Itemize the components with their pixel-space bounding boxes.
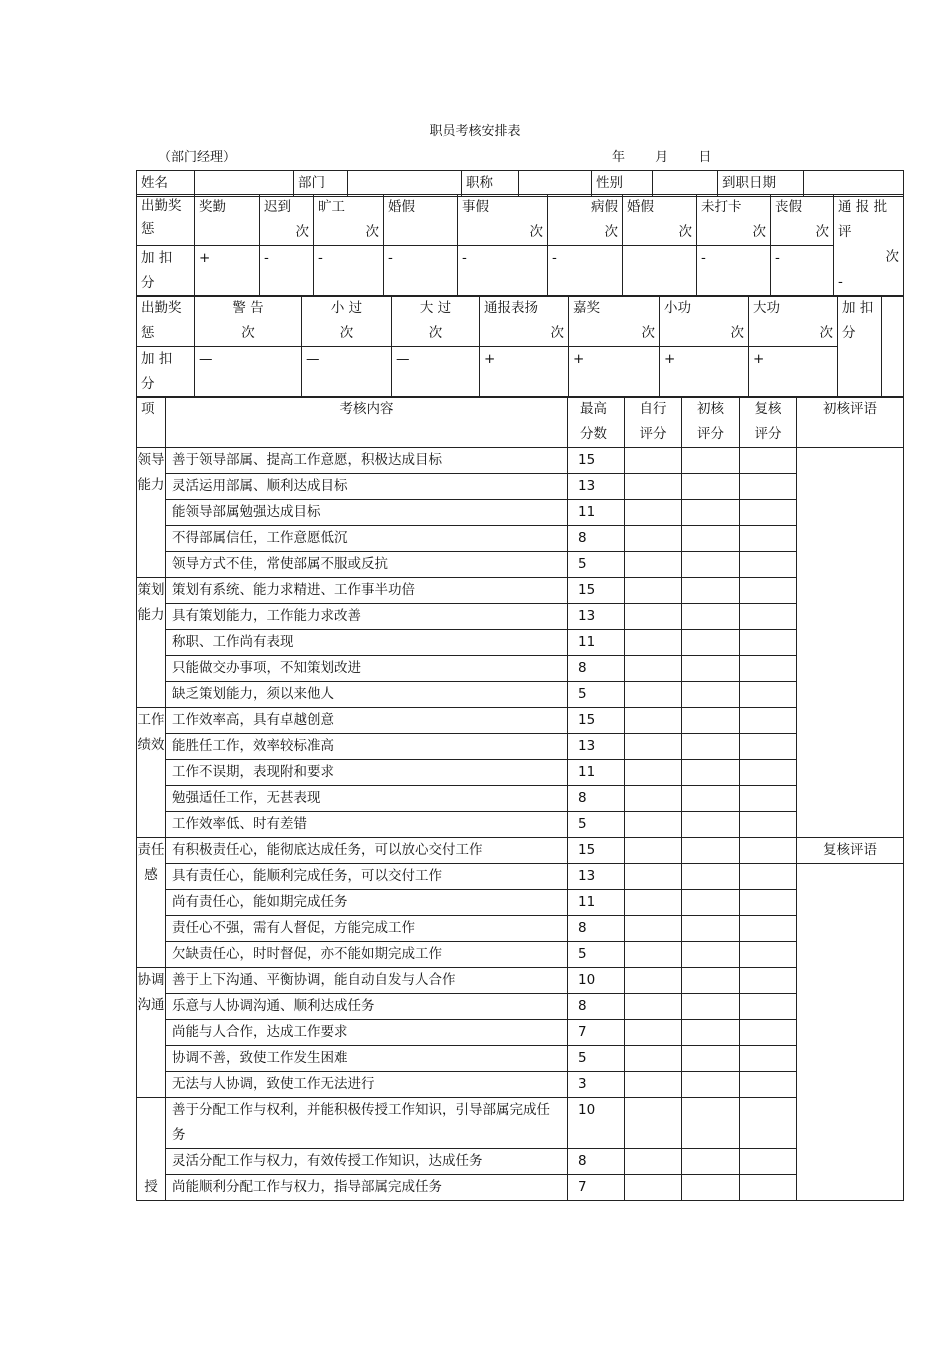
att2-item-name: 警 告 — [232, 300, 264, 316]
group-label: 授 — [137, 1098, 166, 1201]
att1-item-unit: 次 — [365, 224, 379, 240]
attendance-table-1 — [136, 194, 904, 297]
header-max-score: 最高分数 — [568, 397, 625, 448]
att1-sign-4[interactable]: - — [458, 246, 548, 297]
second-score-cell[interactable] — [740, 656, 797, 682]
second-score-cell[interactable] — [740, 682, 797, 708]
self-score-cell[interactable] — [625, 864, 682, 890]
att1-item-unit: 次 — [529, 224, 543, 240]
second-score-cell[interactable] — [740, 734, 797, 760]
criterion-text: 工作效率低、时有差错 — [166, 812, 568, 838]
criterion-text: 尚能与人合作，达成工作要求 — [166, 1020, 568, 1046]
criterion-text: 责任心不强，需有人督促，方能完成工作 — [166, 916, 568, 942]
att1-item-unit: 次 — [604, 224, 618, 240]
att2-item-1 — [302, 296, 392, 347]
second-score-cell[interactable] — [740, 916, 797, 942]
att2-item-name: 通报表扬 — [484, 300, 538, 316]
second-score-cell[interactable] — [740, 448, 797, 474]
table-row — [137, 942, 904, 968]
day-label: 日 — [698, 150, 712, 165]
table-row — [137, 1149, 904, 1175]
first-score-cell[interactable] — [682, 1175, 740, 1201]
self-score-cell[interactable] — [625, 1098, 682, 1149]
att1-item-sign: - — [838, 274, 843, 290]
max-score: 11 — [568, 630, 625, 656]
criterion-text: 工作不误期，表现附和要求 — [166, 760, 568, 786]
second-score-cell[interactable] — [740, 994, 797, 1020]
second-score-cell[interactable] — [740, 1098, 797, 1149]
table-row — [137, 656, 904, 682]
attendance-points-label-2: 加 扣 分 — [137, 347, 195, 398]
table-row — [137, 760, 904, 786]
att1-item-3 — [384, 195, 458, 246]
self-score-cell[interactable] — [625, 526, 682, 552]
evaluation-table — [136, 396, 904, 1201]
second-score-cell[interactable] — [740, 552, 797, 578]
self-score-cell[interactable] — [625, 812, 682, 838]
second-score-cell[interactable] — [740, 760, 797, 786]
att2-item-unit: 次 — [339, 325, 354, 341]
table-row — [137, 500, 904, 526]
att1-sign-2[interactable]: - — [314, 246, 384, 297]
criterion-text: 灵活分配工作与权力，有效传授工作知识，达成任务 — [166, 1149, 568, 1175]
group-label: 领导能力 — [137, 448, 166, 578]
att1-item-name: 迟到 — [264, 199, 291, 215]
self-score-cell[interactable] — [625, 1175, 682, 1201]
evaluation-body — [137, 448, 904, 1201]
header-self-score: 自行评分 — [625, 397, 682, 448]
max-score: 5 — [568, 942, 625, 968]
gender-label: 性别 — [592, 171, 653, 197]
first-score-cell[interactable] — [682, 656, 740, 682]
second-score-cell[interactable] — [740, 864, 797, 890]
max-score: 8 — [568, 1149, 625, 1175]
criterion-text: 善于上下沟通、平衡协调，能自动自发与人合作 — [166, 968, 568, 994]
max-score: 8 — [568, 994, 625, 1020]
att1-sign-5[interactable]: - — [548, 246, 623, 297]
att2-item-unit: 次 — [241, 325, 255, 341]
self-score-cell[interactable] — [625, 656, 682, 682]
att1-item-6 — [623, 195, 697, 246]
first-score-cell[interactable] — [682, 448, 740, 474]
criterion-text: 缺乏策划能力，须以来他人 — [166, 682, 568, 708]
criterion-text: 能胜任工作，效率较标准高 — [166, 734, 568, 760]
att1-sign-3[interactable]: - — [384, 246, 458, 297]
self-score-cell[interactable] — [625, 708, 682, 734]
att1-item-name: 奖勤 — [199, 199, 226, 215]
max-score: 8 — [568, 526, 625, 552]
group-label: 责任感 — [137, 838, 166, 968]
table-row — [137, 1098, 904, 1149]
self-score-cell[interactable] — [625, 630, 682, 656]
max-score: 5 — [568, 682, 625, 708]
att1-item-8 — [771, 195, 834, 246]
table-row — [137, 994, 904, 1020]
info-table — [136, 170, 904, 197]
max-score: 5 — [568, 552, 625, 578]
attendance-label-1: 出勤奖惩 — [137, 195, 195, 246]
att1-sign-0[interactable]: + — [195, 246, 260, 297]
criterion-text: 乐意与人协调沟通、顺利达成任务 — [166, 994, 568, 1020]
att2-item-name: 小 过 — [330, 300, 363, 316]
att1-sign-8[interactable]: - — [771, 246, 834, 297]
max-score: 15 — [568, 838, 625, 864]
second-score-cell[interactable] — [740, 474, 797, 500]
att1-item-name: 病假 — [591, 199, 618, 215]
criterion-text: 无法与人协调，致使工作无法进行 — [166, 1072, 568, 1098]
header-first-score: 初核评分 — [682, 397, 740, 448]
self-score-cell[interactable] — [625, 1149, 682, 1175]
att1-item-name: 婚假 — [388, 199, 415, 215]
header-second-score: 复核评分 — [740, 397, 797, 448]
first-score-cell[interactable] — [682, 1149, 740, 1175]
max-score: 11 — [568, 500, 625, 526]
name-label: 姓名 — [137, 171, 195, 197]
self-score-cell[interactable] — [625, 968, 682, 994]
second-comment-area[interactable] — [797, 864, 904, 1201]
att1-item-name: 旷工 — [318, 199, 345, 215]
max-score: 15 — [568, 448, 625, 474]
max-score: 10 — [568, 968, 625, 994]
max-score: 5 — [568, 812, 625, 838]
att2-sign-4[interactable]: + — [569, 347, 660, 398]
self-score-cell[interactable] — [625, 890, 682, 916]
criterion-text: 灵活运用部属、顺利达成目标 — [166, 474, 568, 500]
second-score-cell[interactable] — [740, 890, 797, 916]
att1-item-unit: 次 — [752, 224, 766, 240]
table-row — [137, 916, 904, 942]
att2-item-unit: 次 — [819, 325, 833, 341]
table-row — [137, 630, 904, 656]
table-row — [137, 1020, 904, 1046]
self-score-cell[interactable] — [625, 942, 682, 968]
self-score-cell[interactable] — [625, 682, 682, 708]
first-score-cell[interactable] — [682, 942, 740, 968]
table-row — [137, 786, 904, 812]
self-score-cell[interactable] — [625, 1046, 682, 1072]
table-row — [137, 734, 904, 760]
att2-item-4 — [569, 296, 660, 347]
att1-item-name: 未打卡 — [701, 199, 742, 215]
second-score-cell[interactable] — [740, 604, 797, 630]
attendance-label-2: 出勤奖惩 — [137, 296, 195, 347]
att2-item-name: 大功 — [753, 300, 780, 316]
att2-sign-6[interactable]: + — [749, 347, 838, 398]
first-score-cell[interactable] — [682, 864, 740, 890]
self-score-cell[interactable] — [625, 760, 682, 786]
att2-item-name: 小功 — [664, 300, 691, 316]
first-score-cell[interactable] — [682, 916, 740, 942]
year-label: 年 — [612, 150, 626, 165]
max-score: 15 — [568, 578, 625, 604]
self-score-cell[interactable] — [625, 786, 682, 812]
first-score-cell[interactable] — [682, 1072, 740, 1098]
att2-item-5 — [660, 296, 749, 347]
criterion-text: 协调不善，致使工作发生困难 — [166, 1046, 568, 1072]
first-score-cell[interactable] — [682, 1020, 740, 1046]
group-label: 协调沟通 — [137, 968, 166, 1098]
att1-item-2 — [314, 195, 384, 246]
self-score-cell[interactable] — [625, 578, 682, 604]
att2-item-unit: 次 — [730, 325, 744, 341]
att1-sign-7[interactable]: - — [697, 246, 771, 297]
att1-item-4 — [458, 195, 548, 246]
table-row — [137, 838, 904, 864]
att2-item-6 — [749, 296, 838, 347]
second-score-cell[interactable] — [740, 500, 797, 526]
group-label: 策划能力 — [137, 578, 166, 708]
criterion-text: 只能做交办事项，不知策划改进 — [166, 656, 568, 682]
first-score-cell[interactable] — [682, 682, 740, 708]
max-score: 13 — [568, 474, 625, 500]
self-score-cell[interactable] — [625, 1020, 682, 1046]
att1-item-name: 事假 — [462, 199, 489, 215]
max-score: 8 — [568, 656, 625, 682]
att1-item-unit: 次 — [815, 224, 829, 240]
attendance-points-label-1: 加 扣 分 — [137, 246, 195, 297]
att1-item-name: 丧假 — [775, 199, 802, 215]
criterion-text: 工作效率高，具有卓越创意 — [166, 708, 568, 734]
second-score-cell[interactable] — [740, 786, 797, 812]
header-item: 项 — [137, 397, 166, 448]
first-score-cell[interactable] — [682, 760, 740, 786]
att2-item-0 — [195, 296, 302, 347]
first-score-cell[interactable] — [682, 1098, 740, 1149]
att2-extra: 加 扣 分 — [838, 296, 882, 398]
self-score-cell[interactable] — [625, 838, 682, 864]
first-score-cell[interactable] — [682, 630, 740, 656]
first-comment-area[interactable] — [797, 448, 904, 838]
criterion-text: 有积极责任心，能彻底达成任务，可以放心交付工作 — [166, 838, 568, 864]
table-row — [137, 682, 904, 708]
max-score: 13 — [568, 734, 625, 760]
criterion-text: 欠缺责任心，时时督促，亦不能如期完成工作 — [166, 942, 568, 968]
att1-item-unit: 次 — [885, 249, 899, 265]
max-score: 8 — [568, 786, 625, 812]
first-score-cell[interactable] — [682, 968, 740, 994]
table-row — [137, 526, 904, 552]
header-content: 考核内容 — [166, 397, 568, 448]
second-score-cell[interactable] — [740, 838, 797, 864]
att1-item-0 — [195, 195, 260, 246]
att2-item-name: 嘉奖 — [573, 300, 600, 316]
self-score-cell[interactable] — [625, 500, 682, 526]
table-row — [137, 890, 904, 916]
first-score-cell[interactable] — [682, 604, 740, 630]
self-score-cell[interactable] — [625, 734, 682, 760]
att1-item-unit: 次 — [678, 224, 692, 240]
criterion-text: 尚有责任心，能如期完成任务 — [166, 890, 568, 916]
hire-date-field[interactable] — [804, 171, 904, 197]
hire-date-label: 到职日期 — [718, 171, 804, 197]
second-score-cell[interactable] — [740, 630, 797, 656]
max-score: 13 — [568, 864, 625, 890]
table-row — [137, 552, 904, 578]
month-label: 月 — [655, 150, 669, 165]
first-score-cell[interactable] — [682, 786, 740, 812]
department-manager-label: （部门经理） — [158, 150, 237, 165]
table-row — [137, 708, 904, 734]
table-row — [137, 1072, 904, 1098]
first-score-cell[interactable] — [682, 708, 740, 734]
att2-sign-2[interactable]: — — [392, 347, 480, 398]
second-score-cell[interactable] — [740, 1072, 797, 1098]
group-label: 工作绩效 — [137, 708, 166, 838]
att1-item-5 — [548, 195, 623, 246]
self-score-cell[interactable] — [625, 604, 682, 630]
self-score-cell[interactable] — [625, 474, 682, 500]
title-label: 职称 — [462, 171, 519, 197]
second-score-cell[interactable] — [740, 1149, 797, 1175]
gender-field[interactable] — [653, 171, 718, 197]
name-field[interactable] — [195, 171, 294, 197]
first-score-cell[interactable] — [682, 578, 740, 604]
criterion-text: 称职、工作尚有表现 — [166, 630, 568, 656]
att1-item-name: 婚假 — [627, 199, 654, 215]
attendance-table-2 — [136, 295, 904, 398]
table-row — [137, 968, 904, 994]
header-first-comment: 初核评语 — [797, 397, 904, 448]
att1-item-9 — [834, 195, 904, 297]
second-score-cell[interactable] — [740, 1175, 797, 1201]
first-score-cell[interactable] — [682, 994, 740, 1020]
second-score-cell[interactable] — [740, 1046, 797, 1072]
att1-sign-1[interactable]: - — [260, 246, 314, 297]
att2-item-unit: 次 — [550, 325, 564, 341]
table-row — [137, 448, 904, 474]
criterion-text: 能领导部属勉强达成目标 — [166, 500, 568, 526]
first-score-cell[interactable] — [682, 838, 740, 864]
first-score-cell[interactable] — [682, 734, 740, 760]
att2-sign-1[interactable]: — — [302, 347, 392, 398]
table-row — [137, 1046, 904, 1072]
criterion-text: 领导方式不佳，常使部属不服或反抗 — [166, 552, 568, 578]
criterion-text: 策划有系统、能力求精进、工作事半功倍 — [166, 578, 568, 604]
first-score-cell[interactable] — [682, 552, 740, 578]
first-score-cell[interactable] — [682, 1046, 740, 1072]
second-score-cell[interactable] — [740, 942, 797, 968]
table-row — [137, 474, 904, 500]
table-row — [137, 812, 904, 838]
max-score: 7 — [568, 1020, 625, 1046]
criterion-text: 具有策划能力，工作能力求改善 — [166, 604, 568, 630]
max-score: 13 — [568, 604, 625, 630]
max-score: 7 — [568, 1175, 625, 1201]
att2-item-3 — [480, 296, 569, 347]
self-score-cell[interactable] — [625, 448, 682, 474]
self-score-cell[interactable] — [625, 916, 682, 942]
first-score-cell[interactable] — [682, 812, 740, 838]
date-line — [612, 146, 737, 165]
table-row — [137, 864, 904, 890]
max-score: 5 — [568, 1046, 625, 1072]
table-row — [137, 604, 904, 630]
page-title: 职员考核安排表 — [429, 124, 521, 139]
att1-item-1 — [260, 195, 314, 246]
max-score: 8 — [568, 916, 625, 942]
att2-sign-0[interactable]: — — [195, 347, 302, 398]
self-score-cell[interactable] — [625, 994, 682, 1020]
att2-item-name: 大 过 — [419, 300, 452, 316]
att2-item-unit: 次 — [428, 325, 443, 341]
max-score: 15 — [568, 708, 625, 734]
second-score-cell[interactable] — [740, 812, 797, 838]
first-score-cell[interactable] — [682, 526, 740, 552]
second-score-cell[interactable] — [740, 708, 797, 734]
criterion-text: 尚能顺利分配工作与权力，指导部属完成任务 — [166, 1175, 568, 1201]
table-row — [137, 1175, 904, 1201]
department-label: 部门 — [294, 171, 348, 197]
att2-sign-3[interactable]: + — [480, 347, 569, 398]
criterion-text: 勉强适任工作，无甚表现 — [166, 786, 568, 812]
att1-sign-6[interactable] — [623, 246, 697, 297]
second-score-cell[interactable] — [740, 526, 797, 552]
criterion-text: 善于分配工作与权利，并能积极传授工作知识，引导部属完成任务 — [166, 1098, 568, 1149]
att1-item-name: 通 报 批评 — [838, 199, 888, 240]
max-score: 3 — [568, 1072, 625, 1098]
self-score-cell[interactable] — [625, 1072, 682, 1098]
first-score-cell[interactable] — [682, 500, 740, 526]
table-row — [137, 578, 904, 604]
first-score-cell[interactable] — [682, 890, 740, 916]
first-score-cell[interactable] — [682, 474, 740, 500]
att1-item-unit: 次 — [295, 224, 309, 240]
self-score-cell[interactable] — [625, 552, 682, 578]
att2-blank — [882, 296, 904, 398]
att2-item-2 — [392, 296, 480, 347]
att2-item-unit: 次 — [641, 325, 655, 341]
department-field[interactable] — [348, 171, 462, 197]
max-score: 10 — [568, 1098, 625, 1149]
att1-item-7 — [697, 195, 771, 246]
second-score-cell[interactable] — [740, 578, 797, 604]
max-score: 11 — [568, 760, 625, 786]
criterion-text: 具有责任心，能顺利完成任务，可以交付工作 — [166, 864, 568, 890]
att2-sign-5[interactable]: + — [660, 347, 749, 398]
second-comment-label: 复核评语 — [797, 838, 904, 864]
criterion-text: 善于领导部属、提高工作意愿，积极达成目标 — [166, 448, 568, 474]
title-field[interactable] — [519, 171, 592, 197]
criterion-text: 不得部属信任，工作意愿低沉 — [166, 526, 568, 552]
second-score-cell[interactable] — [740, 1020, 797, 1046]
second-score-cell[interactable] — [740, 968, 797, 994]
max-score: 11 — [568, 890, 625, 916]
